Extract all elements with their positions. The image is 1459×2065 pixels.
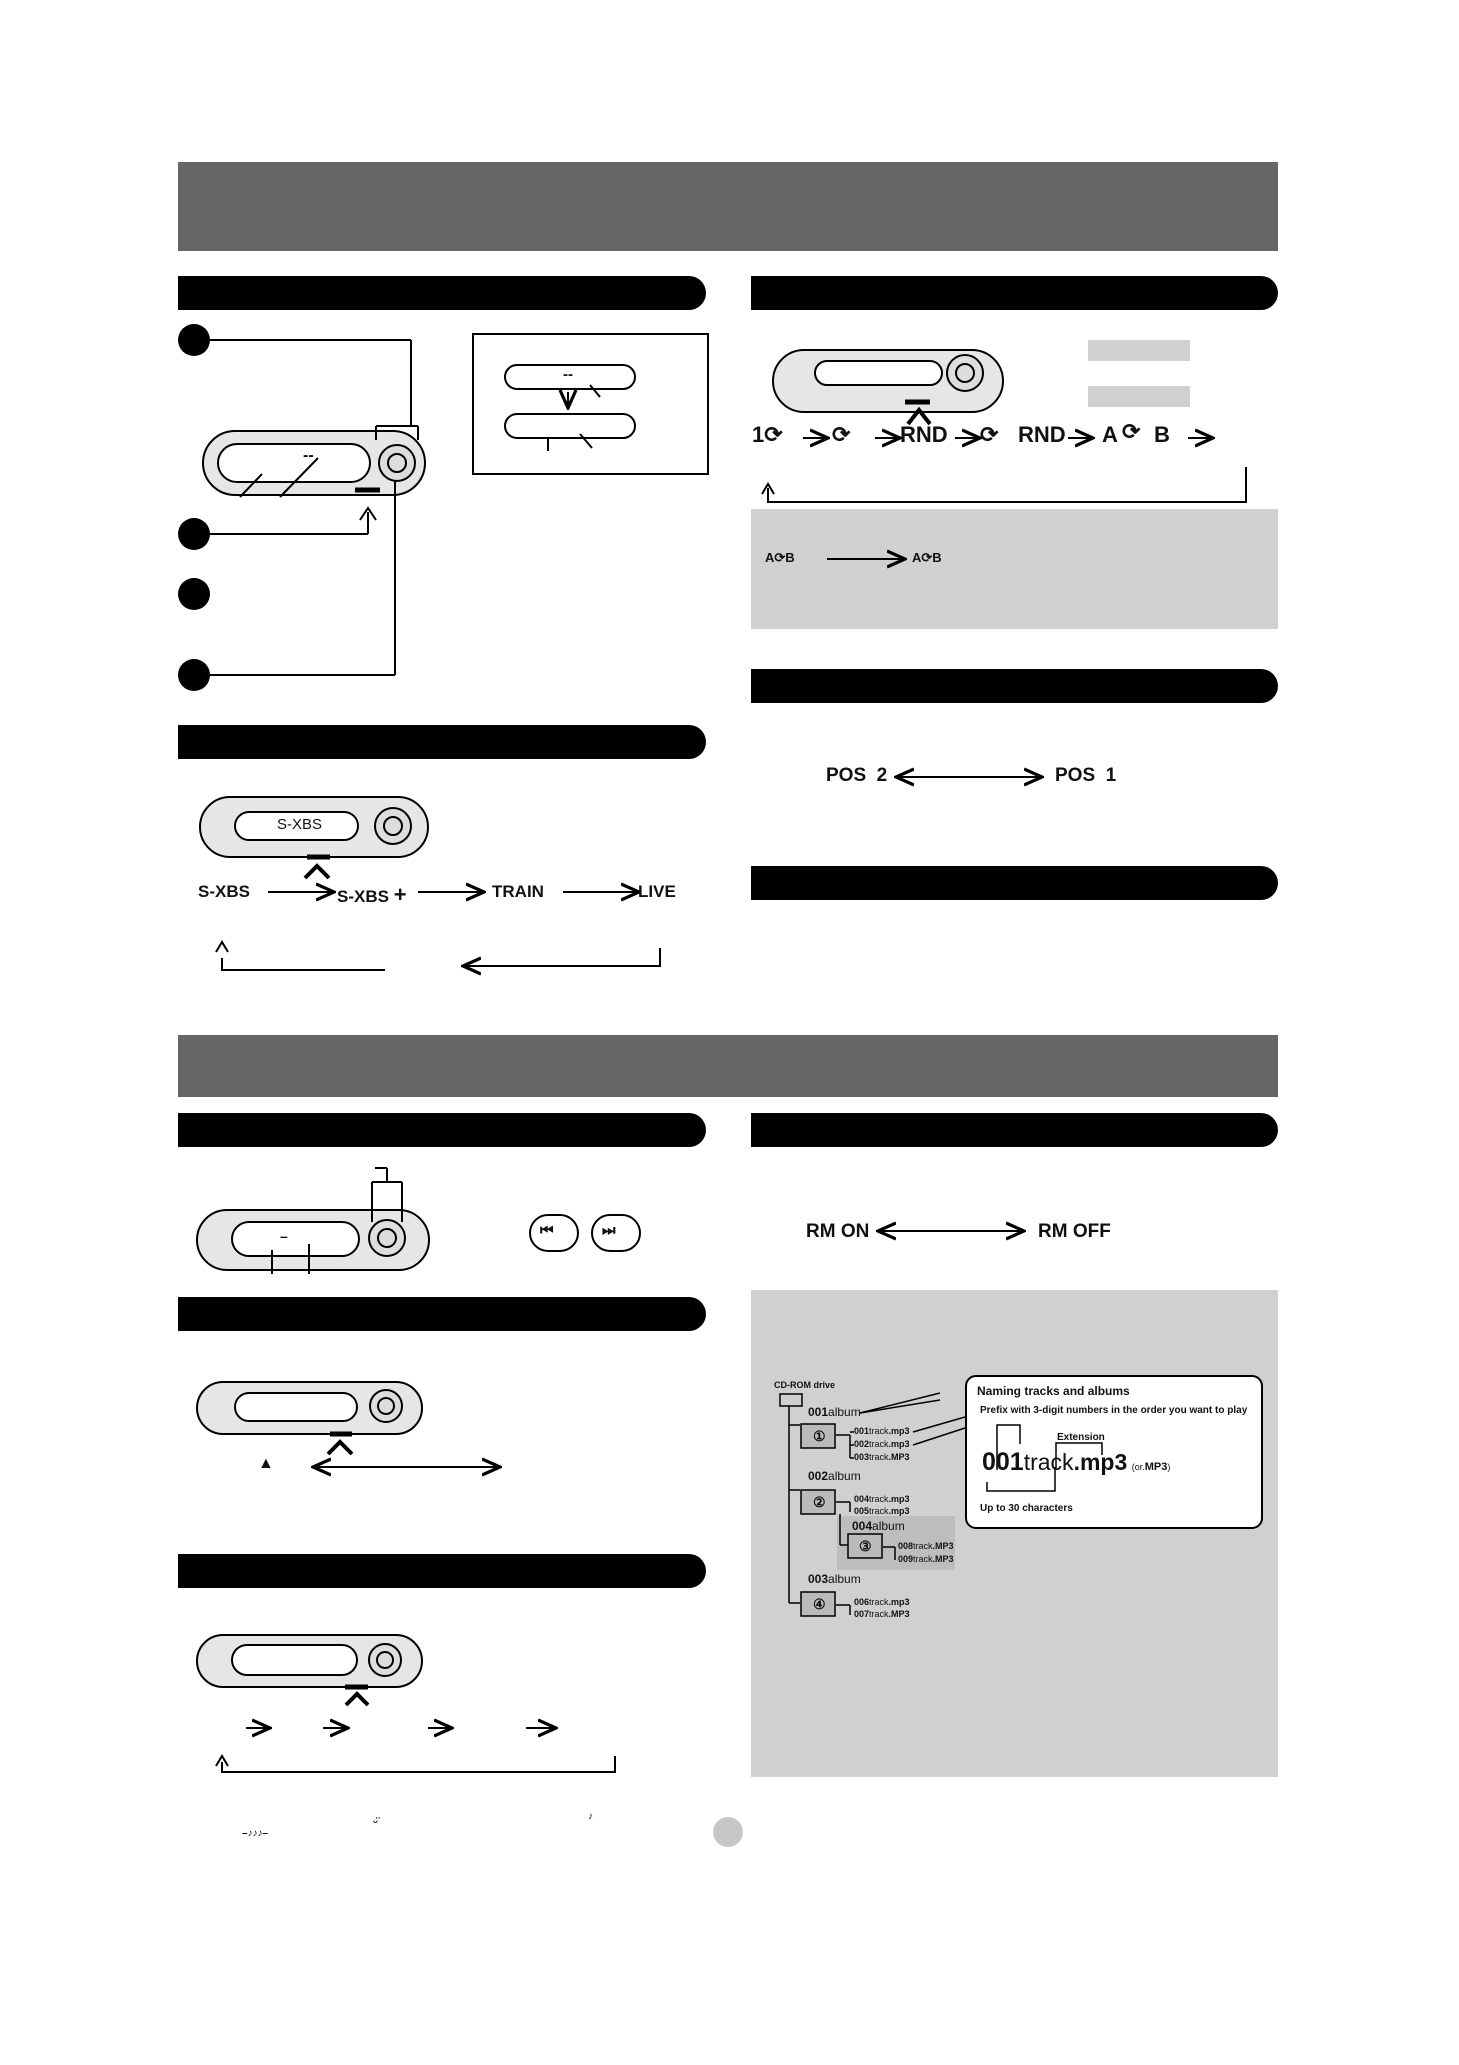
- track-009-name: track: [913, 1554, 933, 1564]
- album-001-num: 001: [808, 1405, 829, 1419]
- track-001-name: track: [869, 1426, 889, 1436]
- plus-icon: +: [393, 882, 407, 907]
- ab-repeat-icon: ⟳: [1122, 419, 1141, 444]
- folder-num-3: ③: [859, 1538, 872, 1554]
- naming-title: Naming tracks and albums: [977, 1384, 1130, 1398]
- track-001-num: 001: [854, 1426, 870, 1436]
- sound-mode-4: LIVE: [638, 882, 676, 901]
- sound-mode-3: TRAIN: [492, 882, 544, 901]
- track-006-name: track: [869, 1597, 889, 1607]
- ab-blink-a: A: [765, 550, 775, 565]
- ab-result-icon: ⟳: [921, 550, 933, 565]
- album-004-num: 004: [852, 1519, 873, 1533]
- example-ext: .mp3: [1073, 1449, 1128, 1475]
- display-single-dash: –: [280, 1228, 288, 1244]
- track-009-ext: .MP3: [932, 1554, 954, 1564]
- skip-forward-icon[interactable]: ⏭: [602, 1222, 616, 1239]
- pos1-label: POS 1: [1055, 765, 1117, 786]
- sound-display-text: S-XBS: [277, 816, 323, 833]
- track-003-ext: .MP3: [888, 1452, 910, 1462]
- example-alt-ext: MP3: [1144, 1461, 1168, 1473]
- track-002-ext: .mp3: [888, 1439, 910, 1449]
- track-008-ext: .MP3: [932, 1541, 954, 1551]
- album-002-num: 002: [808, 1469, 829, 1483]
- track-005-name: track: [869, 1506, 889, 1516]
- track-007: [854, 1609, 910, 1619]
- track-005-ext: .mp3: [888, 1506, 910, 1516]
- track-004-num: 004: [854, 1494, 870, 1504]
- b-label: B: [1154, 422, 1170, 447]
- repeat-all-icon: ⟳: [832, 422, 851, 447]
- album-003: [808, 1572, 861, 1586]
- player-illustration-4: [197, 1210, 429, 1270]
- rnd-label-2: RND: [1018, 422, 1066, 447]
- ab-result-a: A: [912, 550, 922, 565]
- naming-subtitle: Prefix with 3-digit numbers in the order you want to play: [980, 1405, 1248, 1416]
- album-004: [852, 1519, 905, 1533]
- track-001: [854, 1426, 910, 1436]
- track-009-num: 009: [898, 1554, 914, 1564]
- track-008-name: track: [913, 1541, 933, 1551]
- track-005: [854, 1506, 910, 1516]
- repeat-rnd-icon: ⟳: [980, 422, 999, 447]
- extension-label: Extension: [1057, 1432, 1105, 1443]
- track-006-ext: .mp3: [888, 1597, 910, 1607]
- folder-num-2: ②: [813, 1494, 826, 1510]
- track-008-num: 008: [898, 1541, 914, 1551]
- track-007-ext: .MP3: [888, 1609, 910, 1619]
- example-track: track: [1023, 1449, 1074, 1475]
- track-005-num: 005: [854, 1506, 870, 1516]
- track-002: [854, 1439, 910, 1449]
- rm-off-label: RM OFF: [1038, 1221, 1111, 1242]
- track-007-num: 007: [854, 1609, 870, 1619]
- example-alt-close: ): [1167, 1462, 1171, 1472]
- folder-num-4: ④: [813, 1596, 826, 1612]
- rnd-label-1: RND: [900, 422, 948, 447]
- display-dashes-main: --: [303, 447, 314, 464]
- skip-back-icon[interactable]: ⏮: [540, 1222, 554, 1239]
- folder-num-1: ①: [813, 1428, 826, 1444]
- notes-row-icon: –♪♪♪–: [242, 1828, 269, 1839]
- track-008: [898, 1541, 954, 1551]
- naming-example: [982, 1448, 1170, 1477]
- repeat-one-icon: 1⟳: [752, 422, 783, 447]
- naming-limit: Up to 30 characters: [980, 1503, 1073, 1514]
- display-dashes-inset: --: [563, 366, 573, 383]
- track-004-name: track: [869, 1494, 889, 1504]
- album-004-suffix: album: [872, 1519, 905, 1533]
- pos2-label: POS 2: [826, 765, 888, 786]
- example-alt-open: (or.: [1131, 1462, 1145, 1472]
- track-004: [854, 1494, 910, 1504]
- eject-icon: ▲: [258, 1455, 274, 1472]
- player-illustration-2: [773, 350, 1003, 412]
- player-illustration-6: [197, 1635, 422, 1687]
- album-003-suffix: album: [828, 1572, 861, 1586]
- album-003-num: 003: [808, 1572, 829, 1586]
- sound-mode-2-text: S-XBS: [337, 887, 389, 906]
- track-003-name: track: [869, 1452, 889, 1462]
- track-001-ext: .mp3: [888, 1426, 910, 1436]
- note-icon: ♪: [588, 1811, 593, 1822]
- player-illustration-5: [197, 1382, 422, 1434]
- sound-mode-1: S-XBS: [198, 882, 250, 901]
- track-003-num: 003: [854, 1452, 870, 1462]
- ab-blink-label: [765, 550, 795, 566]
- ab-result-b: B: [932, 550, 942, 565]
- track-006-num: 006: [854, 1597, 870, 1607]
- ab-blink-b: B: [785, 550, 795, 565]
- ab-result-label: [912, 550, 942, 566]
- track-004-ext: .mp3: [888, 1494, 910, 1504]
- track-009: [898, 1554, 954, 1564]
- rm-on-label: RM ON: [806, 1221, 870, 1242]
- album-002: [808, 1469, 861, 1483]
- drive-label: CD-ROM drive: [774, 1380, 836, 1390]
- track-003: [854, 1452, 910, 1462]
- example-num: 001: [982, 1448, 1024, 1476]
- track-002-num: 002: [854, 1439, 870, 1449]
- album-001: [808, 1405, 861, 1419]
- track-006: [854, 1597, 910, 1607]
- track-007-name: track: [869, 1609, 889, 1619]
- smile-icon: ᵕ̈: [373, 1815, 378, 1829]
- ab-blink-icon: ⟳: [774, 550, 786, 565]
- track-002-name: track: [869, 1439, 889, 1449]
- sound-mode-2: [337, 882, 407, 908]
- a-label: A: [1102, 422, 1118, 447]
- album-002-suffix: album: [828, 1469, 861, 1483]
- album-001-suffix: album: [828, 1405, 861, 1419]
